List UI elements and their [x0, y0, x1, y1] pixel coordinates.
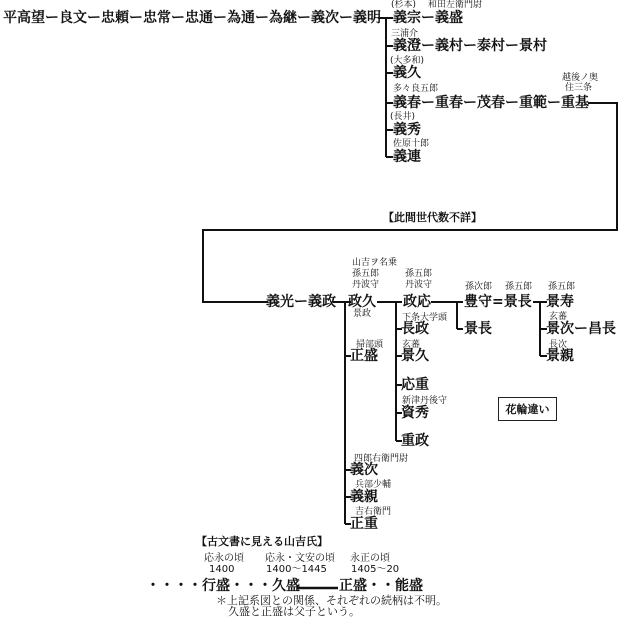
crest-label: 花輪違い	[505, 403, 550, 416]
era-years-2: 1400〜1445	[266, 564, 327, 575]
title-echigo-no-oku: 越後ノ奥	[562, 73, 599, 83]
name-nagamasa: 長政	[401, 321, 429, 337]
old-docs-row-right: 正盛・・能盛	[339, 578, 423, 594]
name-masamori: 正盛	[350, 348, 378, 364]
row-yoshiharu-line: 義春ー重春ー茂春ー重範ー重基	[393, 95, 589, 111]
title-genba-1: 玄蕃	[402, 340, 421, 350]
title-nagai: (長井)	[390, 112, 416, 122]
title-tatara-goro: 多々良五郎	[393, 84, 439, 94]
title-hyobu-shoyu: 兵部少輔	[355, 480, 392, 490]
title-niitsu-tangonokami: 新津丹後守	[402, 396, 448, 406]
title-yamayoshi-namori: 山吉ヲ名乗	[352, 258, 398, 268]
title-tanbanokami-2: 丹波守	[405, 280, 433, 290]
name-kagechika: 景親	[546, 348, 574, 364]
title-sawara-juro: 佐原十郎	[393, 139, 430, 149]
name-kagehisa: 景久	[401, 348, 429, 364]
name-kageju: 景寿	[546, 294, 574, 310]
alias-kagemasa: 景政	[353, 309, 372, 319]
title-tanbanokami-1: 丹波守	[352, 280, 380, 290]
era-label-3: 永正の頃	[350, 553, 390, 564]
name-masaoki: 政応	[403, 294, 431, 310]
title-ootawa: (大多和)	[390, 56, 425, 66]
name-sukehide: 資秀	[401, 405, 429, 421]
title-magogoro-2: 孫五郎	[405, 269, 433, 279]
old-documents-header: 【古文書に見える山吉氏】	[196, 535, 328, 548]
crest-box	[498, 397, 557, 421]
title-shiro-uemonnojo: 四郎右衛門尉	[354, 454, 409, 464]
name-shigemasa: 重政	[401, 433, 429, 449]
name-yoshitsura: 義連	[393, 149, 421, 165]
title-gejo-daigakunokami: 下条大学頭	[402, 313, 448, 323]
row-yoshimitsu-yoshimasa: 義光ー義政	[266, 294, 336, 310]
title-magogoro-4: 孫五郎	[548, 282, 576, 292]
era-years-1: 1400	[209, 564, 235, 575]
row-kagetsugu-masanaga: 景次ー昌長	[546, 321, 616, 337]
title-magogoro-1: 孫五郎	[352, 269, 380, 279]
bracket-kagenaga-children	[533, 302, 547, 356]
title-magojiro: 孫次郎	[465, 282, 493, 292]
name-masashige: 正重	[350, 516, 378, 532]
title-choji: 長次	[549, 340, 568, 350]
title-sugimoto: (杉本)	[391, 0, 417, 10]
title-wada-saemonnojo: 和田左衛門尉	[428, 0, 483, 10]
footnote-2: 久盛と正盛は父子という。	[228, 605, 360, 618]
old-docs-row-left: ・・・・行盛・・・久盛	[146, 578, 300, 594]
era-label-2: 応永・文安の頃	[265, 553, 335, 564]
name-yoshichika: 義親	[350, 489, 378, 505]
era-label-1: 応永の頃	[204, 553, 244, 564]
lineage-main-row: 平高望ー良文ー忠頼ー忠常ー忠通ー為通ー為継ー義次ー義明	[3, 10, 381, 26]
title-genba-2: 玄蕃	[549, 312, 568, 322]
title-miuranosuke: 三浦介	[391, 29, 419, 39]
name-yoshitsugu: 義次	[350, 462, 378, 478]
name-yoshihisa: 義久	[393, 65, 421, 81]
name-okishige: 応重	[401, 377, 429, 393]
bracket-masahisa-children	[377, 302, 402, 441]
row-toyomori-kagenaga: 豊守=景長	[464, 294, 532, 310]
row-yoshizumi-line: 義澄ー義村ー泰村ー景村	[393, 38, 547, 54]
title-sanjo: 住三条	[565, 83, 593, 93]
name-masahisa: 政久	[348, 294, 376, 310]
bracket-yoshimasa-children	[333, 302, 351, 524]
title-magogoro-3: 孫五郎	[505, 282, 533, 292]
row-yoshimune-yoshimori: 義宗ー義盛	[393, 10, 463, 26]
title-kichiemon: 吉右衛門	[355, 507, 392, 517]
generation-gap-note: 【此間世代数不詳】	[383, 211, 482, 224]
footnote-1: ＊上記系図との関係、それぞれの続柄は不明。	[216, 594, 447, 607]
name-yoshihide: 義秀	[393, 122, 421, 138]
era-years-3: 1405〜20	[351, 564, 400, 575]
name-kagenaga-second: 景長	[464, 321, 492, 337]
title-kamonnokami: 掃部頭	[356, 340, 384, 350]
